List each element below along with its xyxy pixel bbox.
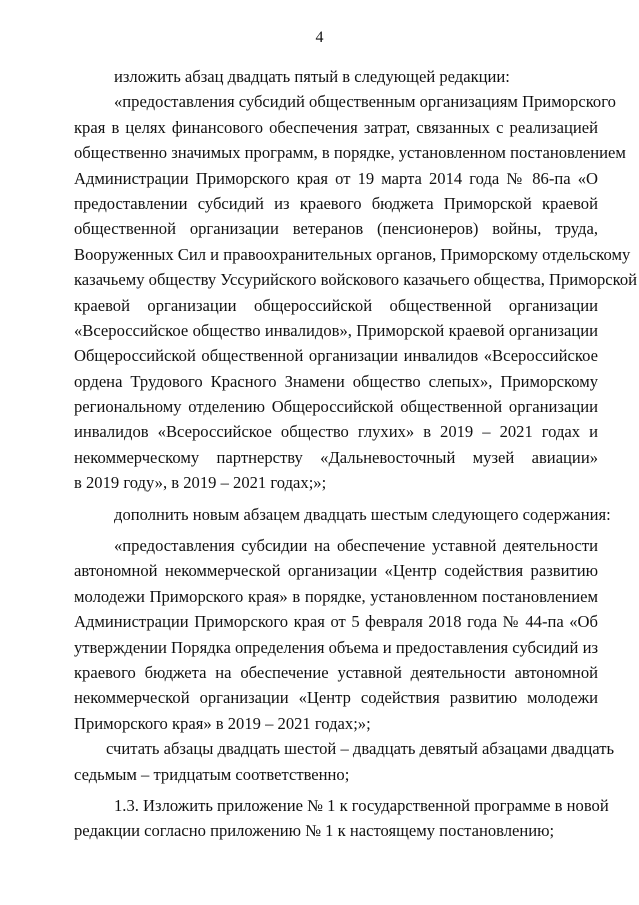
text-line: края в целях финансового обеспечения затрат, связанных с реализацией [74,117,598,137]
paragraph-quote-26 [74,533,598,736]
text-line: дополнить новым абзацем двадцать шестым следующего содержания: [114,504,611,524]
text-line: казачьему обществу Уссурийского войскового казачьего общества, Приморской [74,270,638,290]
text-line: Администрации Приморского края от 5 февраля 2018 года № 44-па «Об [74,612,598,632]
text-line: ордена Трудового Красного Знамени общество слепых», Приморскому [74,371,598,391]
paragraph-item-1-3 [74,793,609,844]
text-line: автономной некоммерческой организации «Центр содействия развитию [74,561,598,581]
text-line: краевой организации общероссийской общественной организации [74,295,598,315]
text-line: седьмым – тридцатым соответственно; [74,764,350,784]
text-line: редакции согласно приложению № 1 к настоящему постановлению; [74,821,555,841]
text-line: 1.3. Изложить приложение № 1 к государственной программе в новой [114,795,609,815]
paragraph-renumber [74,736,615,787]
text-line: некоммерческому партнерству «Дальневосточный музей авиации» [74,447,598,467]
text-line: Приморского края» в 2019 – 2021 годах;»; [74,713,371,733]
text-line: «предоставления субсидий общественным организациям Приморского [114,92,616,112]
text-line: региональному отделению Общероссийской общественной организации [74,397,598,417]
document-body [74,64,638,844]
text-line: считать абзацы двадцать шестой – двадцать девятый абзацами двадцать [106,739,615,759]
paragraph-quote-25 [74,89,638,495]
text-line: общественной организации ветеранов (пенсионеров) войны, труда, [74,219,598,239]
text-line: Общероссийской общественной организации инвалидов «Всероссийское [74,346,598,366]
text-line: Вооруженных Сил и правоохранительных органов, Приморскому отдельскому [74,244,631,264]
text-line: утверждении Порядка определения объема и предоставления субсидий из [74,637,598,657]
text-line: молодежи Приморского края» в порядке, установленном постановлением [74,586,598,606]
page-number: 4 [315,29,324,46]
text-line: изложить абзац двадцать пятый в следующей редакции: [114,67,510,86]
text-line: некоммерческой организации «Центр содействия развитию молодежи [74,688,598,708]
text-line: предоставлении субсидий из краевого бюджета Приморской краевой [74,193,598,213]
text-line: «Всероссийское общество инвалидов», Приморской краевой организации [74,320,598,340]
paragraph-amend-25 [74,64,598,89]
text-line: «предоставления субсидии на обеспечение уставной деятельности [114,536,598,556]
paragraph-add-26 [74,502,611,527]
text-line: инвалидов «Всероссийское общество глухих» в 2019 – 2021 годах и [74,422,598,442]
text-line: Администрации Приморского края от 19 марта 2014 года № 86-па «О [74,168,598,188]
text-line: общественно значимых программ, в порядке, установленном постановлением [74,143,626,163]
text-line: в 2019 году», в 2019 – 2021 годах;»; [74,473,327,493]
text-line: краевого бюджета на обеспечение уставной деятельности автономной [74,662,598,682]
